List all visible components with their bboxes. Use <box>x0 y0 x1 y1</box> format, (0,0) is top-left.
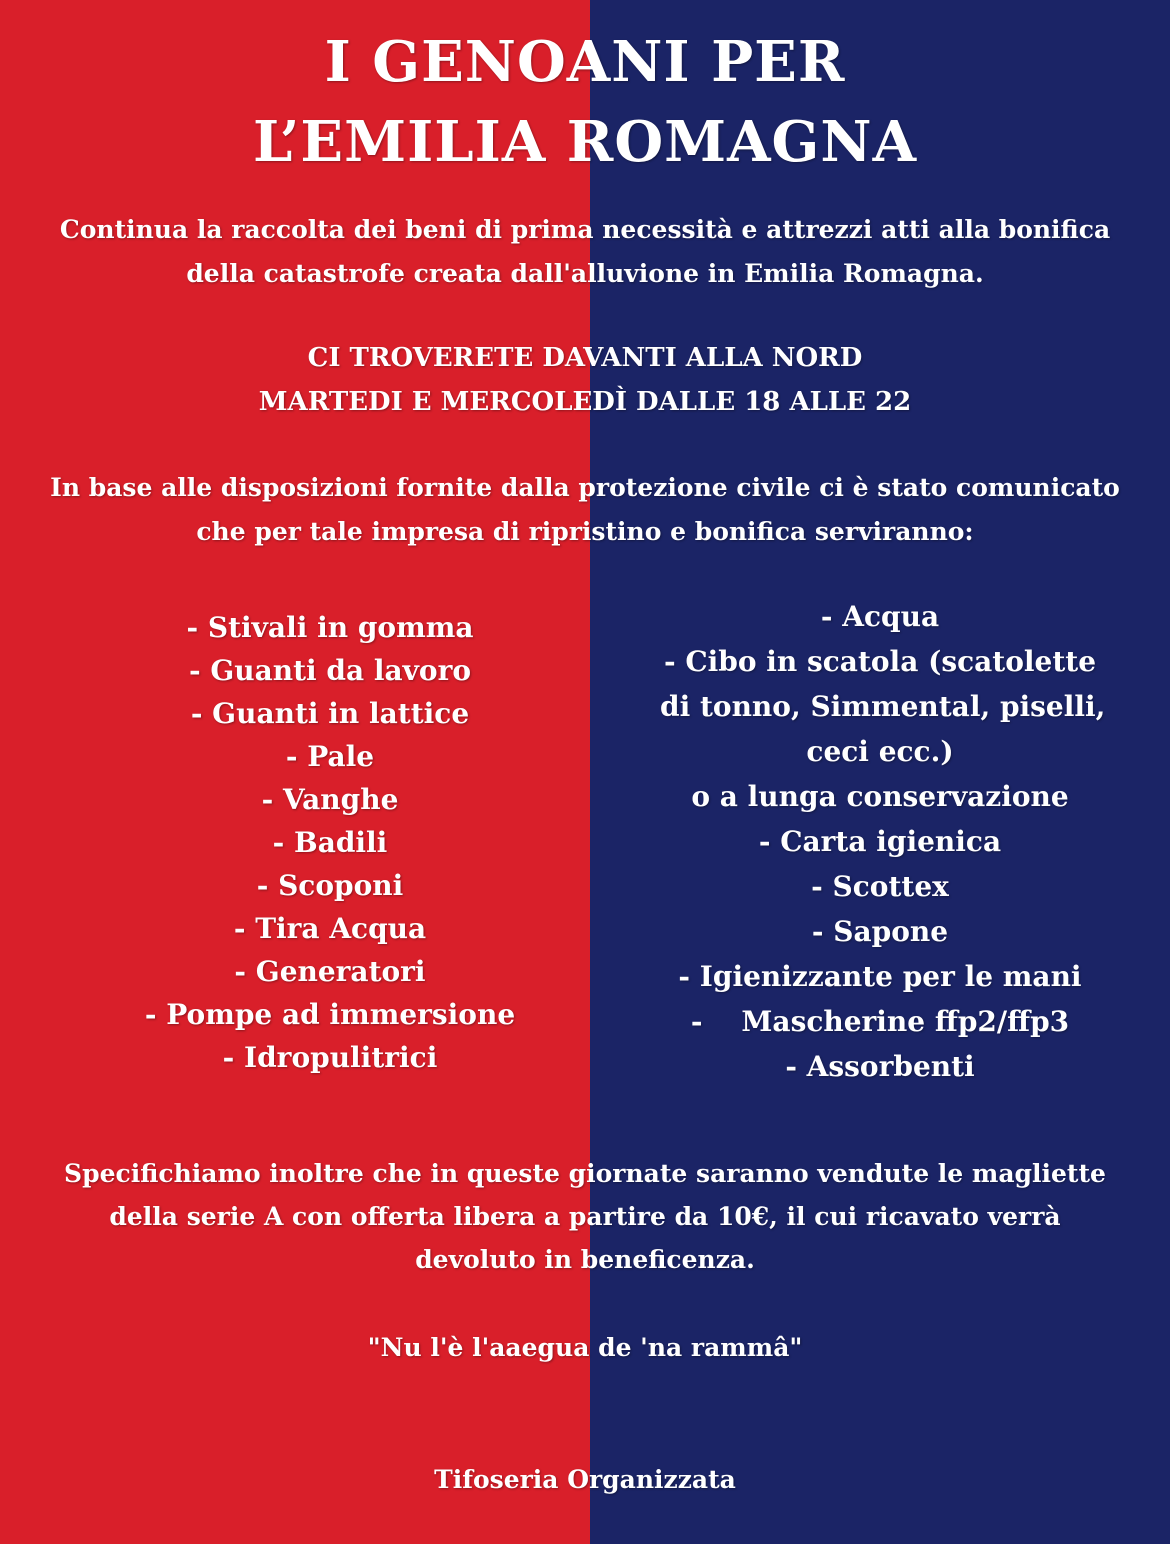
list-item: - Stivali in gomma <box>186 611 474 644</box>
supplies-list <box>660 594 1106 1089</box>
list-item: - Tira Acqua <box>233 912 427 945</box>
list-item: - Cibo in scatola (scatolette <box>663 645 1097 678</box>
list-item: - Sapone <box>811 915 949 948</box>
list-item: - Pompe ad immersione <box>144 998 516 1031</box>
base-line-2: che per tale impresa di ripristino e bonifica serviranno: <box>196 517 974 546</box>
page-title <box>0 22 1170 182</box>
base-line-1: In base alle disposizioni fornite dalla protezione civile ci è stato comunicato <box>50 473 1120 502</box>
motto-quote: "Nu l'è l'aaegua de 'na rammâ" <box>367 1333 803 1362</box>
list-item: - Assorbenti <box>785 1050 975 1083</box>
list-item: - Scottex <box>811 870 949 903</box>
list-item: o a lunga conservazione <box>691 780 1069 813</box>
list-item: - Carta igienica <box>758 825 1002 858</box>
list-item: - Vanghe <box>261 783 399 816</box>
list-item: - Acqua <box>820 600 940 633</box>
list-item: - Pale <box>285 740 375 773</box>
list-item: - Badili <box>272 826 388 859</box>
list-item: - Generatori <box>234 955 426 988</box>
list-item: - Scoponi <box>256 869 404 902</box>
tshirt-sale-paragraph <box>0 1152 1170 1281</box>
list-item: - Idropulitrici <box>222 1041 438 1074</box>
intro-line-1: Continua la raccolta dei beni di prima necessità e attrezzi atti alla bonifica <box>59 215 1111 244</box>
list-item: di tonno, Simmental, piselli, <box>660 690 1106 723</box>
spec-line-3: devoluto in beneficenza. <box>415 1245 755 1274</box>
signature: Tifoseria Organizzata <box>434 1465 736 1494</box>
list-item: ceci ecc.) <box>806 735 954 768</box>
title-line-1: I GENOANI PER <box>324 29 846 95</box>
list-item: - Mascherine ffp2/ffp3 <box>690 1005 1070 1038</box>
spec-line-1: Specifichiamo inoltre che in queste giornate saranno vendute le magliette <box>64 1159 1106 1188</box>
spec-line-2: della serie A con offerta libera a partire da 10€, il cui ricavato verrà <box>109 1202 1061 1231</box>
location-notice <box>0 336 1170 424</box>
list-item: - Guanti da lavoro <box>188 654 472 687</box>
list-item: - Guanti in lattice <box>190 697 470 730</box>
intro-line-2: della catastrofe creata dall'alluvione in Emilia Romagna. <box>186 259 984 288</box>
intro-paragraph <box>0 208 1170 296</box>
list-item: - Igienizzante per le mani <box>678 960 1082 993</box>
civil-protection-paragraph <box>0 466 1170 554</box>
location-line-1: CI TROVERETE DAVANTI ALLA NORD <box>307 343 863 373</box>
location-line-2: MARTEDI E MERCOLEDÌ DALLE 18 ALLE 22 <box>258 387 912 417</box>
title-line-2: L’EMILIA ROMAGNA <box>252 109 918 175</box>
tools-list <box>130 606 530 1079</box>
